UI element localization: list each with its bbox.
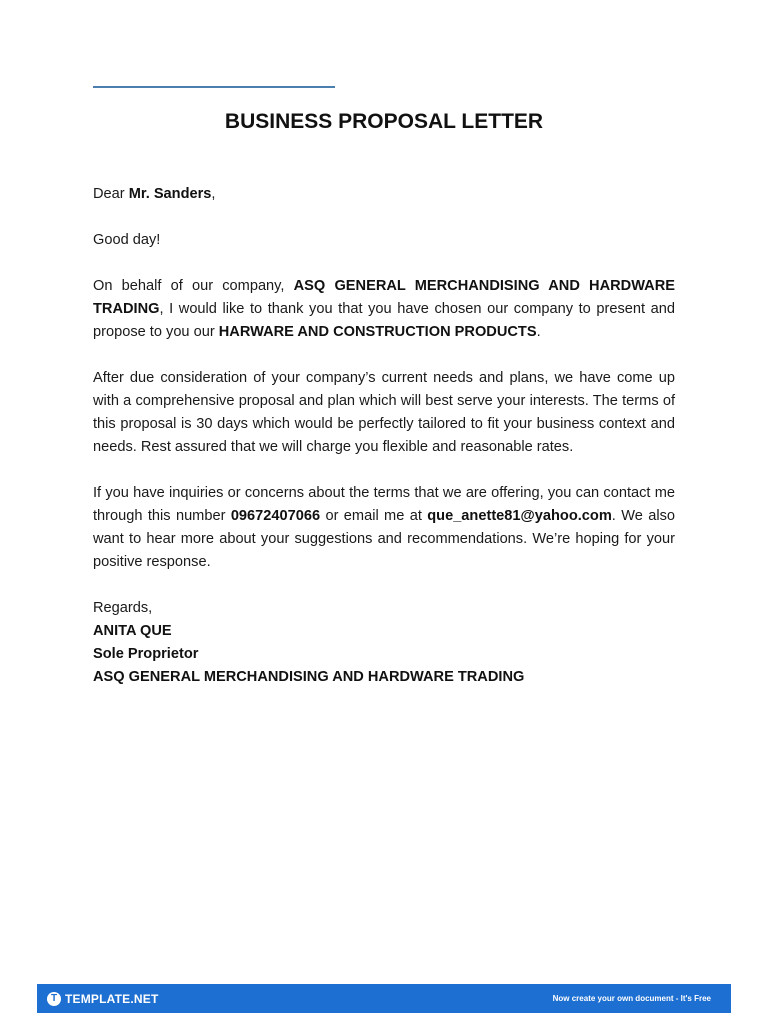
salutation: Dear Mr. Sanders, xyxy=(93,186,216,202)
phone-number: 09672407066 xyxy=(230,508,321,524)
top-divider xyxy=(93,86,335,88)
paragraph-intro: On behalf of our company, ASQ GENERAL MERCHANDISING AND HARDWARE TRADING, I would like to thank you that you have chosen our company to present and propose to you our HARWARE AND CONSTRUCTION PRODUCTS. xyxy=(93,278,675,340)
paragraph-terms: After due consideration of your company’s current needs and plans, we have come up with a comprehensive proposal and plan which will best serve your interests. The terms of this proposal is 30 days which would be perfectly tailored to fit your business context and needs. Rest assured that we will charge you flexible and reasonable rates. xyxy=(93,370,675,455)
greeting: Good day! xyxy=(93,232,161,248)
company-name: ASQ GENERAL MERCHANDISING AND HARDWARE TRADING xyxy=(93,278,675,317)
letter-body xyxy=(93,183,675,689)
brand-logo[interactable] xyxy=(47,992,159,1006)
recipient-name: Mr. Sanders xyxy=(128,186,212,202)
template-logo-icon: T xyxy=(47,992,61,1006)
document-title: BUSINESS PROPOSAL LETTER xyxy=(224,110,544,133)
signature-block xyxy=(93,597,675,689)
template-footer-banner[interactable] xyxy=(37,984,731,1013)
products-name: HARWARE AND CONSTRUCTION PRODUCTS xyxy=(218,324,537,340)
signer-company: ASQ GENERAL MERCHANDISING AND HARDWARE TRADING xyxy=(93,669,525,685)
paragraph-contact: If you have inquiries or concerns about the terms that we are offering, you can contact me through this number 09672407066 or email me at que_anette81@yahoo.com. We also want to hear more about your suggestions and recommendations. We’re hoping for your positive response. xyxy=(93,485,675,570)
brand-name: TEMPLATE.NET xyxy=(65,991,159,1006)
footer-tagline[interactable]: Now create your own document - It's Free xyxy=(552,994,711,1003)
signer-position: Sole Proprietor xyxy=(93,646,199,662)
email-address: que_anette81@yahoo.com xyxy=(427,508,612,524)
closing: Regards, xyxy=(93,600,153,616)
signer-name: ANITA QUE xyxy=(93,623,172,639)
